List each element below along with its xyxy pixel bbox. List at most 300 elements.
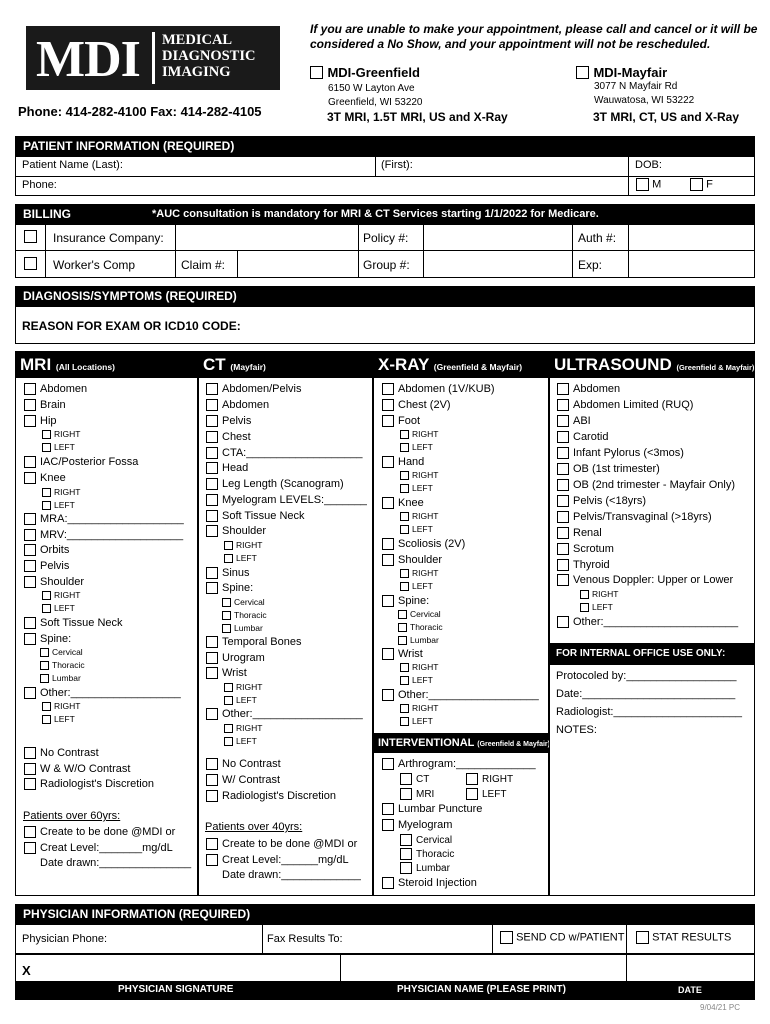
checkbox[interactable] (224, 724, 233, 733)
mri-hip-left[interactable] (42, 442, 75, 453)
label: Other:______________________ (573, 616, 739, 628)
checkbox[interactable] (24, 456, 36, 468)
label: Sinus (222, 567, 250, 579)
checkbox[interactable] (24, 544, 36, 556)
label: Scrotum (573, 543, 614, 555)
checkbox[interactable] (557, 479, 569, 491)
checkbox[interactable] (557, 559, 569, 571)
checkbox[interactable] (206, 854, 218, 866)
checkbox[interactable] (24, 513, 36, 525)
checkbox[interactable] (206, 478, 218, 490)
us-renal[interactable] (557, 527, 602, 540)
checkbox[interactable] (557, 447, 569, 459)
ct-spine-thoracic[interactable] (222, 610, 267, 621)
checkbox[interactable] (206, 708, 218, 720)
label: Cervical (52, 647, 83, 657)
location-greenfield[interactable] (310, 64, 420, 82)
label: Foot (398, 415, 421, 427)
us-other[interactable] (557, 616, 738, 629)
checkbox[interactable] (206, 462, 218, 474)
mri-spine[interactable] (24, 633, 71, 646)
checkbox[interactable] (24, 472, 36, 484)
mri-mrv[interactable] (24, 529, 183, 542)
label: Chest (222, 431, 251, 443)
label: Soft Tissue Neck (40, 617, 123, 629)
mayfair-addr2: Wauwatosa, WI 53222 (594, 95, 695, 106)
stat-results-option[interactable] (636, 931, 731, 944)
ct-create-mdi[interactable] (206, 838, 357, 851)
ct-spine-lumbar[interactable] (222, 623, 263, 634)
label: Pelvis (<18yrs) (573, 495, 647, 507)
xray-hand[interactable] (382, 456, 424, 469)
mri-knee-right[interactable] (42, 487, 80, 498)
checkbox[interactable] (24, 747, 36, 759)
checkbox[interactable] (400, 443, 409, 452)
mri-knee-left[interactable] (42, 500, 75, 511)
ct-no-contrast[interactable] (206, 758, 281, 771)
us-carotid[interactable] (557, 431, 608, 444)
mri-pelvis[interactable] (24, 560, 69, 573)
checkbox[interactable] (382, 877, 394, 889)
mri-subtitle: (All Locations) (55, 362, 115, 372)
mri-shoulder-left[interactable] (42, 603, 75, 614)
xray-header (374, 352, 548, 378)
checkbox[interactable] (466, 788, 478, 800)
insurance-checkbox[interactable] (24, 230, 37, 243)
ultrasound-subtitle: (Greenfield & Mayfair) (676, 363, 755, 372)
checkbox[interactable] (382, 758, 394, 770)
greenfield-addr1: 6150 W Layton Ave (328, 83, 415, 94)
us-venous-left[interactable] (580, 602, 613, 613)
checkbox[interactable] (24, 763, 36, 775)
sex-m-option[interactable] (636, 178, 661, 191)
mri-mra[interactable] (24, 513, 184, 526)
checkbox[interactable] (40, 648, 49, 657)
xray-chest[interactable] (382, 399, 451, 412)
checkbox[interactable] (24, 529, 36, 541)
checkbox[interactable] (24, 399, 36, 411)
int-arthro-ct[interactable] (400, 773, 429, 786)
label: Cervical (410, 609, 441, 619)
mri-no-contrast[interactable] (24, 747, 99, 760)
mayfair-checkbox[interactable] (576, 66, 589, 79)
xray-abdomen[interactable] (382, 383, 495, 396)
checkbox[interactable] (224, 683, 233, 692)
xray-shoulder-left[interactable] (400, 581, 433, 592)
checkbox[interactable] (206, 758, 218, 770)
patient-first-name-label[interactable]: (First): (381, 159, 413, 171)
mri-shoulder-right[interactable] (42, 590, 80, 601)
checkbox[interactable] (398, 610, 407, 619)
label: Scoliosis (2V) (398, 538, 466, 550)
auth-label[interactable]: Auth #: (578, 231, 617, 245)
label: LEFT (482, 789, 507, 800)
xray-shoulder[interactable] (382, 554, 442, 567)
checkbox[interactable] (382, 689, 394, 701)
diagnosis-header: DIAGNOSIS/SYMPTOMS (REQUIRED) (15, 286, 755, 306)
checkbox[interactable] (400, 471, 409, 480)
mri-hip[interactable] (24, 415, 57, 428)
mri-spine-thoracic[interactable] (40, 660, 85, 671)
int-myelo-cervical[interactable] (400, 834, 452, 847)
greenfield-addr2: Greenfield, WI 53220 (328, 97, 423, 108)
checkbox[interactable] (466, 773, 478, 785)
mri-hip-right[interactable] (42, 429, 80, 440)
checkbox[interactable] (224, 554, 233, 563)
sex-f-option[interactable] (690, 178, 713, 191)
label: LEFT (54, 442, 75, 452)
label: Pelvis/Transvaginal (>18yrs) (573, 511, 712, 523)
label: RIGHT (54, 590, 81, 600)
checkbox[interactable] (206, 652, 218, 664)
ct-shoulder-left[interactable] (224, 553, 257, 564)
ct-patients-over: Patients over 40yrs: (205, 821, 303, 833)
checkbox[interactable] (42, 715, 51, 724)
ct-urogram[interactable] (206, 652, 265, 665)
checkbox[interactable] (400, 834, 412, 846)
fax-results-label[interactable]: Fax Results To: (267, 933, 343, 945)
xray-other[interactable] (382, 689, 539, 702)
auc-note: *AUC consultation is mandatory for MRI & CT Services starting 1/1/2022 for Medicare. (152, 208, 599, 220)
ct-other-right[interactable] (224, 723, 262, 734)
ct-shoulder-right[interactable] (224, 540, 262, 551)
ct-pelvis[interactable] (206, 415, 251, 428)
checkbox[interactable] (206, 447, 218, 459)
xray-other-right[interactable] (400, 703, 438, 714)
us-scrotum[interactable] (557, 543, 614, 556)
checkbox[interactable] (24, 560, 36, 572)
label: Abdomen (40, 383, 88, 395)
checkbox[interactable] (24, 633, 36, 645)
checkbox[interactable] (24, 778, 36, 790)
label: Thoracic (416, 849, 455, 860)
checkbox[interactable] (224, 541, 233, 550)
ct-temporal-bones[interactable] (206, 636, 302, 649)
checkbox[interactable] (557, 527, 569, 539)
int-arthro-mri[interactable] (400, 788, 434, 801)
checkbox[interactable] (206, 636, 218, 648)
int-myelogram[interactable] (382, 819, 452, 832)
us-venous-doppler[interactable] (557, 574, 733, 587)
checkbox[interactable] (557, 495, 569, 507)
group-label[interactable]: Group #: (363, 258, 410, 272)
mri-other[interactable] (24, 687, 181, 700)
checkbox[interactable] (557, 511, 569, 523)
mri-shoulder[interactable] (24, 576, 84, 589)
checkbox[interactable] (400, 788, 412, 800)
us-abdomen[interactable] (557, 383, 620, 396)
xray-knee[interactable] (382, 497, 424, 510)
checkbox[interactable] (382, 399, 394, 411)
xray-spine-thoracic[interactable] (398, 622, 443, 633)
label: Abdomen Limited (RUQ) (573, 399, 694, 411)
label: Hand (398, 456, 425, 468)
ct-abdomen[interactable] (206, 399, 269, 412)
checkbox[interactable] (400, 582, 409, 591)
xray-hand-right[interactable] (400, 470, 438, 481)
xray-spine-lumbar[interactable] (398, 635, 439, 646)
sex-f-checkbox[interactable] (690, 178, 703, 191)
sex-m-checkbox[interactable] (636, 178, 649, 191)
checkbox[interactable] (40, 661, 49, 670)
checkbox[interactable] (400, 569, 409, 578)
greenfield-name: MDI-Greenfield (327, 65, 420, 80)
checkbox[interactable] (557, 399, 569, 411)
mri-spine-lumbar[interactable] (40, 673, 81, 684)
checkbox[interactable] (398, 623, 407, 632)
checkbox[interactable] (400, 484, 409, 493)
checkbox[interactable] (382, 803, 394, 815)
insurance-label: Insurance Company: (53, 231, 164, 245)
office-notes[interactable]: NOTES: (556, 724, 597, 736)
checkbox[interactable] (382, 456, 394, 468)
mri-soft-tissue-neck[interactable] (24, 617, 123, 630)
mri-create-mdi[interactable] (24, 826, 175, 839)
label: IAC/Posterior Fossa (40, 456, 139, 468)
logo-divider (152, 32, 155, 84)
send-cd-option[interactable] (500, 931, 624, 944)
checkbox[interactable] (206, 838, 218, 850)
xray-foot-left[interactable] (400, 442, 433, 453)
patient-phone-label[interactable]: Phone: (22, 179, 57, 191)
xray-shoulder-right[interactable] (400, 568, 438, 579)
checkbox[interactable] (24, 415, 36, 427)
mri-other-left[interactable] (42, 714, 75, 725)
checkbox[interactable] (400, 676, 409, 685)
checkbox[interactable] (206, 790, 218, 802)
checkbox[interactable] (400, 773, 412, 785)
xray-other-left[interactable] (400, 716, 433, 727)
ct-leg-length[interactable] (206, 478, 344, 491)
radiologist[interactable]: Radiologist:_____________________ (556, 706, 742, 718)
mri-radiologist-discretion[interactable] (24, 778, 154, 791)
checkbox[interactable] (382, 415, 394, 427)
xray-foot[interactable] (382, 415, 420, 428)
int-arthro-left[interactable] (466, 788, 506, 801)
mri-spine-cervical[interactable] (40, 647, 83, 658)
label: LEFT (412, 581, 433, 591)
checkbox[interactable] (206, 667, 218, 679)
ct-sinus[interactable] (206, 567, 250, 580)
checkbox[interactable] (206, 399, 218, 411)
us-pelvis-young[interactable] (557, 495, 646, 508)
checkbox[interactable] (24, 576, 36, 588)
mri-other-right[interactable] (42, 701, 80, 712)
label: Soft Tissue Neck (222, 510, 305, 522)
checkbox[interactable] (382, 497, 394, 509)
xray-knee-right[interactable] (400, 511, 438, 522)
mri-orbits[interactable] (24, 544, 69, 557)
checkbox[interactable] (382, 383, 394, 395)
policy-label[interactable]: Policy #: (363, 231, 409, 245)
xray-foot-right[interactable] (400, 429, 438, 440)
xray-knee-left[interactable] (400, 524, 433, 535)
checkbox[interactable] (400, 525, 409, 534)
claim-label[interactable]: Claim #: (181, 258, 226, 272)
us-pelvis-transvaginal[interactable] (557, 511, 712, 524)
checkbox[interactable] (400, 704, 409, 713)
checkbox[interactable] (382, 538, 394, 550)
label: Shoulder (398, 554, 443, 566)
checkbox[interactable] (42, 488, 51, 497)
checkbox[interactable] (42, 604, 51, 613)
greenfield-checkbox[interactable] (310, 66, 323, 79)
int-lumbar-puncture[interactable] (382, 803, 482, 816)
int-arthro-right[interactable] (466, 773, 513, 786)
checkbox[interactable] (400, 717, 409, 726)
label: RIGHT (54, 487, 81, 497)
checkbox[interactable] (24, 383, 36, 395)
checkbox[interactable] (400, 848, 412, 860)
patient-last-name-label[interactable]: Patient Name (Last): (22, 159, 123, 171)
dob-label[interactable]: DOB: (635, 159, 662, 171)
ct-wrist-right[interactable] (224, 682, 262, 693)
checkbox[interactable] (206, 774, 218, 786)
us-thyroid[interactable] (557, 559, 610, 572)
protocoled-by[interactable]: Protocoled by:__________________ (556, 670, 737, 682)
checkbox[interactable] (557, 543, 569, 555)
checkbox[interactable] (42, 591, 51, 600)
xray-wrist[interactable] (382, 648, 423, 661)
checkbox[interactable] (42, 702, 51, 711)
ct-chest[interactable] (206, 431, 251, 444)
physician-phone-label[interactable]: Physician Phone: (22, 933, 107, 945)
checkbox[interactable] (224, 696, 233, 705)
checkbox[interactable] (224, 737, 233, 746)
checkbox[interactable] (206, 494, 218, 506)
ct-spine[interactable] (206, 582, 253, 595)
ct-wrist-left[interactable] (224, 695, 257, 706)
checkbox[interactable] (206, 383, 218, 395)
checkbox[interactable] (382, 648, 394, 660)
label: LEFT (54, 714, 75, 724)
label: Orbits (40, 544, 70, 556)
checkbox[interactable] (400, 663, 409, 672)
label: Creat Level:______mg/dL (222, 854, 349, 866)
ct-creat-level[interactable] (206, 854, 349, 867)
label: RIGHT (412, 470, 439, 480)
ct-date-drawn[interactable]: Date drawn:_____________ (222, 869, 361, 881)
checkbox[interactable] (222, 611, 231, 620)
us-abi[interactable] (557, 415, 591, 428)
xray-spine[interactable] (382, 595, 429, 608)
ct-cta[interactable] (206, 447, 362, 460)
mri-date-drawn[interactable]: Date drawn:_______________ (40, 857, 192, 869)
checkbox[interactable] (24, 617, 36, 629)
ct-myelogram[interactable] (206, 494, 367, 507)
checkbox[interactable] (40, 674, 49, 683)
checkbox[interactable] (222, 624, 231, 633)
xray-hand-left[interactable] (400, 483, 433, 494)
checkbox[interactable] (398, 636, 407, 645)
checkbox[interactable] (557, 415, 569, 427)
us-infant-pylorus[interactable] (557, 447, 684, 460)
checkbox[interactable] (400, 512, 409, 521)
checkbox[interactable] (24, 842, 36, 854)
label: MRI (416, 789, 435, 800)
checkbox[interactable] (382, 595, 394, 607)
xray-wrist-right[interactable] (400, 662, 438, 673)
mri-iac[interactable] (24, 456, 138, 469)
workers-comp-checkbox[interactable] (24, 257, 37, 270)
checkbox[interactable] (206, 510, 218, 522)
mri-abdomen[interactable] (24, 383, 87, 396)
xray-wrist-left[interactable] (400, 675, 433, 686)
checkbox[interactable] (557, 431, 569, 443)
int-myelo-thoracic[interactable] (400, 848, 454, 861)
ct-shoulder[interactable] (206, 525, 266, 538)
us-ob-2nd[interactable] (557, 479, 735, 492)
ct-other-left[interactable] (224, 736, 257, 747)
int-arthrogram[interactable] (382, 758, 536, 771)
checkbox[interactable] (557, 383, 569, 395)
label: Other:__________________ (398, 689, 539, 701)
label: Pelvis (40, 560, 70, 572)
checkbox[interactable] (580, 603, 589, 612)
label: Pelvis (222, 415, 252, 427)
stat-results-checkbox[interactable] (636, 931, 649, 944)
ct-wrist[interactable] (206, 667, 247, 680)
checkbox[interactable] (382, 554, 394, 566)
ct-soft-tissue-neck[interactable] (206, 510, 305, 523)
mri-creat-level[interactable] (24, 842, 173, 855)
checkbox[interactable] (24, 826, 36, 838)
office-date[interactable]: Date:_________________________ (556, 688, 736, 700)
label: Lumbar (234, 623, 263, 633)
us-ob-1st[interactable] (557, 463, 660, 476)
ct-radiologist-discretion[interactable] (206, 790, 336, 803)
xray-scoliosis[interactable] (382, 538, 465, 551)
us-abdomen-limited[interactable] (557, 399, 693, 412)
checkbox[interactable] (206, 582, 218, 594)
checkbox[interactable] (42, 501, 51, 510)
send-cd-checkbox[interactable] (500, 931, 513, 944)
billing-header (15, 204, 755, 224)
checkbox[interactable] (42, 430, 51, 439)
checkbox[interactable] (400, 862, 412, 874)
ct-w-contrast[interactable] (206, 774, 280, 787)
checkbox[interactable] (24, 687, 36, 699)
ct-other[interactable] (206, 708, 363, 721)
checkbox[interactable] (382, 819, 394, 831)
checkbox[interactable] (206, 525, 218, 537)
checkbox[interactable] (206, 415, 218, 427)
checkbox[interactable] (206, 431, 218, 443)
ct-head[interactable] (206, 462, 248, 475)
exp-label[interactable]: Exp: (578, 258, 603, 272)
checkbox[interactable] (557, 616, 569, 628)
checkbox[interactable] (222, 598, 231, 607)
checkbox[interactable] (557, 463, 569, 475)
checkbox[interactable] (400, 430, 409, 439)
signature-x[interactable]: X (22, 963, 31, 978)
mri-w-wo-contrast[interactable] (24, 763, 130, 776)
mri-brain[interactable] (24, 399, 66, 412)
label: Thoracic (52, 660, 85, 670)
checkbox[interactable] (42, 443, 51, 452)
us-venous-right[interactable] (580, 589, 618, 600)
mri-knee[interactable] (24, 472, 66, 485)
ct-spine-cervical[interactable] (222, 597, 265, 608)
mdi-logo (26, 26, 280, 90)
xray-spine-cervical[interactable] (398, 609, 441, 620)
checkbox[interactable] (580, 590, 589, 599)
checkbox[interactable] (557, 574, 569, 586)
ct-abdomen-pelvis[interactable] (206, 383, 302, 396)
int-steroid-injection[interactable] (382, 877, 477, 890)
int-myelo-lumbar[interactable] (400, 862, 450, 875)
checkbox[interactable] (206, 567, 218, 579)
